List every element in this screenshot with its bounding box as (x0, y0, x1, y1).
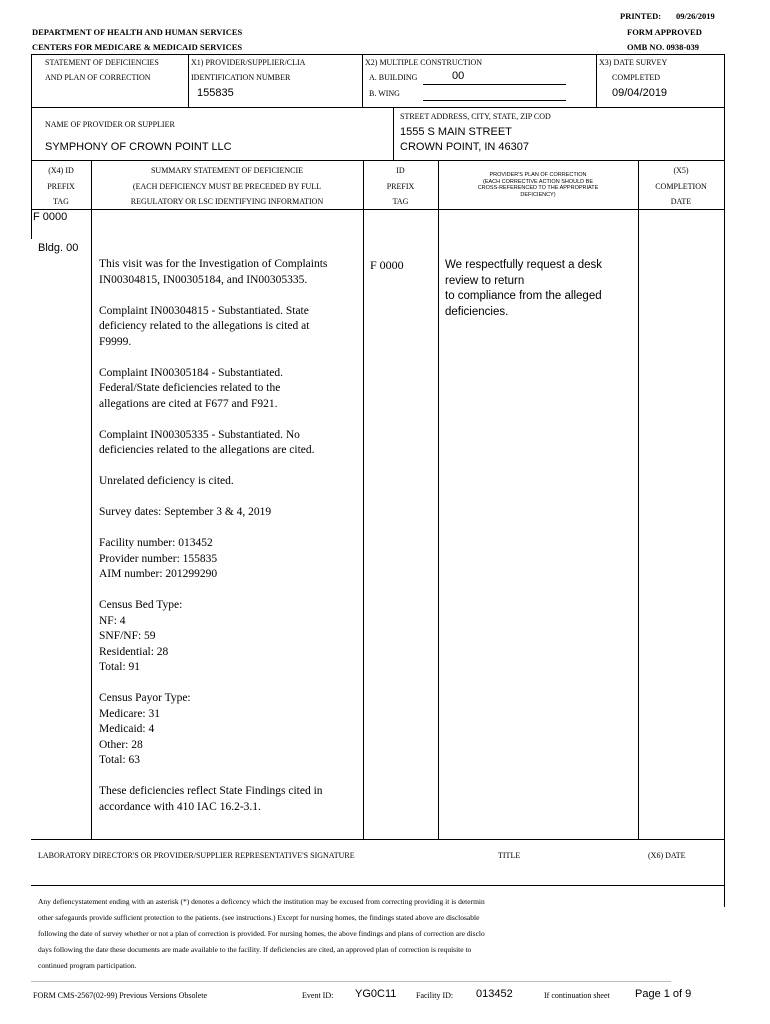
statement-label-1: STATEMENT OF DEFICIENCIES (45, 58, 159, 67)
id-header-2: PREFIX (386, 182, 415, 191)
plan-header-2: (EACH CORRECTIVE ACTION SHOULD BE (482, 178, 594, 185)
building-tag: Bldg. 00 (38, 242, 79, 254)
street-address-value: 1555 S MAIN STREET (400, 126, 512, 138)
x1-label-1: X1) PROVIDER/SUPPLIER/CLIA (191, 58, 306, 67)
plan-header-3: CROSS-REFERENCED TO THE APPROPRIATE (477, 185, 599, 191)
event-id-value: YG0C11 (355, 988, 397, 1000)
provider-id-value: 155835 (197, 87, 234, 99)
paragraph (99, 505, 361, 521)
disclaimer-line: other safegaurds provide sufficient protection to the patients. (see instructions.) Except for nursing homes, the findings stated above are disclosable (38, 913, 480, 922)
summary-line: AIM number: 201299290 (99, 568, 218, 580)
plan-header (438, 172, 638, 198)
summary-line: Facility number: 013452 (99, 537, 213, 549)
summary-line: Medicare: 31 (99, 707, 160, 720)
id-prefix-tag: F 0000 (370, 258, 404, 272)
plan-line: deficiencies. (445, 305, 509, 318)
form-approved: FORM APPROVED (627, 27, 702, 37)
x4-header-1: (X4) ID (48, 166, 74, 175)
city-state-zip-value: CROWN POINT, IN 46307 (400, 141, 529, 153)
wing-label: B. WING (369, 89, 400, 98)
x4-header-2: PREFIX (47, 182, 75, 191)
summary-line: These deficiencies reflect State Findings cited in (99, 785, 323, 797)
plan-of-correction (445, 258, 602, 320)
summary-line: allegations are cited at F677 and F921. (99, 397, 278, 410)
street-address-label: STREET ADDRESS, CITY, STATE, ZIP COD (400, 112, 551, 121)
building-value: 00 (452, 70, 465, 82)
x2-label: X2) MULTIPLE CONSTRUCTION (365, 58, 483, 67)
centers-name: CENTERS FOR MEDICARE & MEDICAID SERVICES (32, 42, 243, 52)
continuation-label: If continuation sheet (544, 991, 610, 1000)
paragraph (99, 784, 361, 815)
summary-line: F9999. (99, 335, 132, 348)
summary-line: Other: 28 (99, 738, 143, 751)
id-header-1: ID (396, 166, 405, 175)
summary-line: Total: 63 (99, 754, 141, 766)
summary-header-1: SUMMARY STATEMENT OF DEFICIENCIE (150, 166, 304, 175)
facility-id-value: 013452 (476, 988, 513, 1000)
disclaimer-line: days following the date these documents are made available to the facility. If deficiencies are cited, an approved plan of correction is requisite to (38, 945, 472, 954)
paragraph (99, 366, 361, 413)
summary-line: Complaint IN00305184 - Substantiated. (99, 366, 283, 379)
summary-line: This visit was for the Investigation of Complaints (99, 258, 328, 270)
omb-number: OMB NO. 0938-039 (627, 42, 700, 52)
summary-line: Census Payor Type: (99, 692, 191, 704)
disclaimer (38, 894, 485, 974)
x1-label-2: IDENTIFICATION NUMBER (191, 73, 291, 82)
summary-line: Provider number: 155835 (99, 552, 218, 565)
summary-header-3: REGULATORY OR LSC IDENTIFYING INFORMATION (130, 197, 324, 206)
x3-label-2: COMPLETED (612, 73, 660, 82)
paragraph (99, 474, 361, 490)
title-label: TITLE (498, 851, 521, 860)
facility-id-label: Facility ID: (416, 991, 454, 1000)
printed-date: 09/26/2019 (676, 11, 715, 21)
x4-header-3: TAG (53, 197, 69, 206)
paragraph (99, 304, 361, 351)
summary-line: Unrelated deficiency is cited. (99, 475, 234, 487)
form-number: FORM CMS-2567(02-99) Previous Versions Obsolete (33, 991, 208, 1000)
summary-line: deficiency related to the allegations is cited at (99, 320, 310, 332)
summary-line: deficiencies related to the allegations are cited. (99, 444, 315, 456)
survey-date-value: 09/04/2019 (612, 87, 668, 99)
summary-line: Complaint IN00305335 - Substantiated. No (99, 428, 300, 441)
id-header-3: TAG (392, 197, 409, 206)
paragraph (99, 691, 361, 769)
building-label: A. BUILDING (369, 73, 418, 82)
x5-header-2: COMPLETION (655, 182, 707, 191)
paragraph (99, 428, 361, 459)
paragraph (99, 536, 361, 583)
provider-name-value: SYMPHONY OF CROWN POINT LLC (45, 141, 232, 153)
department-name: DEPARTMENT OF HEALTH AND HUMAN SERVICES (32, 27, 243, 37)
x5-header-3: DATE (670, 197, 692, 206)
plan-line: review to return (445, 274, 525, 287)
x5-header-1: (X5) (673, 166, 689, 175)
summary-line: Survey dates: September 3 & 4, 2019 (99, 506, 272, 518)
page-number: Page 1 of 9 (635, 988, 692, 1000)
plan-line: to compliance from the alleged (445, 290, 602, 302)
paragraph (99, 257, 361, 288)
printed-label: PRINTED: (620, 11, 662, 21)
statement-label-2: AND PLAN OF CORRECTION (45, 73, 151, 82)
event-id-label: Event ID: (302, 991, 334, 1000)
disclaimer-line: Any defiencystatement ending with an asterisk (*) denotes a deficency which the institution may be excused from correcting providing it is determin (38, 897, 485, 906)
prefix-tag: F 0000 (33, 211, 68, 223)
paragraph (99, 598, 361, 676)
summary-header-2: (EACH DEFICIENCY MUST BE PRECEDED BY FULL (132, 182, 322, 191)
summary-line: Total: 91 (99, 661, 141, 673)
x6-date-label: (X6) DATE (648, 851, 686, 860)
signature-label: LABORATORY DIRECTOR'S OR PROVIDER/SUPPLIER REPRESENTATIVE'S SIGNATURE (38, 851, 355, 860)
summary-line: Complaint IN00304815 - Substantiated. State (99, 304, 309, 317)
summary-line: SNF/NF: 59 (99, 630, 156, 642)
summary-line: Census Bed Type: (99, 599, 183, 611)
summary-line: Medicaid: 4 (99, 723, 155, 735)
summary-line: Federal/State deficiencies related to the (99, 382, 281, 394)
plan-header-1: PROVIDER'S PLAN OF CORRECTION (489, 172, 587, 178)
summary-line: NF: 4 (99, 614, 126, 627)
disclaimer-line: continued program participation. (38, 961, 137, 970)
x3-label-1: X3) DATE SURVEY (599, 58, 668, 67)
summary-line: Residential: 28 (99, 645, 169, 658)
summary-line: IN00304815, IN00305184, and IN00305335. (99, 273, 308, 286)
summary-line: accordance with 410 IAC 16.2-3.1. (99, 800, 261, 813)
disclaimer-line: following the date of survey whether or not a plan of correction is provided. For nursing homes, the above findings and plans of correction are disclo (38, 929, 485, 938)
provider-name-label: NAME OF PROVIDER OR SUPPLIER (45, 120, 175, 129)
plan-header-4: DEFICIENCY) (520, 191, 556, 198)
plan-line: We respectfully request a desk (445, 259, 603, 271)
summary-statement (99, 257, 361, 815)
